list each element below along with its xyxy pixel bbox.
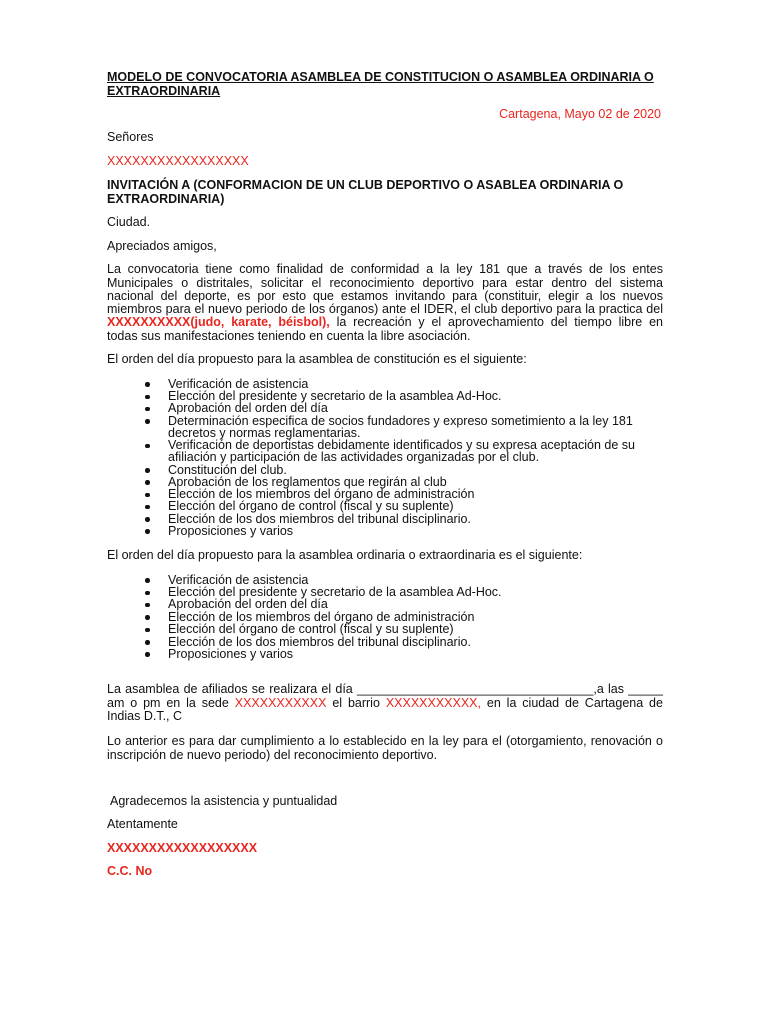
paragraph-line: Indias D.T., C [107,709,183,723]
signer-placeholder: XXXXXXXXXXXXXXXXXX [107,841,258,855]
agenda-item-text: Aprobación del orden del día [168,401,328,416]
neighborhood-placeholder: XXXXXXXXXXX, [385,695,481,710]
agenda-item [107,525,663,537]
paragraph-text: am o pm en la sede [107,695,229,710]
paragraph-text: en la ciudad de Cartagena de [486,695,663,710]
bullet-icon [145,468,150,473]
closing-line: Atentamente [107,817,178,831]
id-label: C.C. No [107,864,153,878]
agenda-item [107,439,663,464]
agenda-item-text: Verificación de deportistas debidamente identificados y su expresa aceptación de su afiliación y participación de las actividades organizadas por el club. [168,438,635,465]
paragraph-line: miembros para el nuevo periodo de los órganos) ante el IDER, el club deportivo para la practica del [107,302,663,317]
city-line: Ciudad. [107,215,151,229]
paragraph-line: todas sus manifestaciones teniendo en cuenta la libre asociación. [107,328,471,343]
paragraph-line: Municipales o distritales, solicitar el reconocimiento deportivo para estar dentro del sistema [107,275,663,290]
venue-placeholder: XXXXXXXXXXX [234,695,327,710]
bullet-icon [145,529,150,534]
paragraph-line [107,316,663,329]
agenda-item-text: Aprobación de los reglamentos que regirán al club [168,474,447,489]
document-title-line: EXTRAORDINARIA [107,84,221,98]
date-line: Cartagena, Mayo 02 de 2020 [499,107,661,121]
bullet-icon [145,628,150,633]
agenda-item [107,415,663,440]
bullet-icon [145,517,150,522]
invitation-heading-line: INVITACIÓN A (CONFORMACION DE UN CLUB DEPORTIVO O ASABLEA ORDINARIA O [107,178,624,192]
ordinary-agenda-list [107,574,663,660]
bullet-icon [145,382,150,387]
bullet-icon [145,640,150,645]
agenda-item-text: Elección del órgano de control (fiscal y su suplente) [168,499,454,514]
agenda-item-text: Elección de los dos miembros del tribunal disciplinario. [168,634,471,649]
agenda-item-text: Verificación de asistencia [168,572,309,587]
invitation-heading [107,178,663,206]
sports-placeholder: XXXXXXXXXX(judo, karate, béisbol), [107,315,330,330]
bullet-icon [145,505,150,510]
paragraph-line: Lo anterior es para dar cumplimiento a lo establecido en la ley para el (otorgamiento, renovación o [107,734,663,748]
bullet-icon [145,652,150,657]
agenda-item-text: Elección del órgano de control (fiscal y su suplente) [168,622,454,637]
agenda-item-text: Elección del presidente y secretario de la asamblea Ad-Hoc. [168,585,502,600]
bullet-icon [145,419,150,424]
compliance-paragraph [107,734,663,762]
agenda-item-text: Constitución del club. [168,462,287,477]
agenda-item-text: Verificación de asistencia [168,376,309,391]
agenda-item-text: Determinación especifica de socios fundadores y expreso sometimiento a la ley 181 decretos y normas reglamentarias. [168,413,633,440]
agenda-item [107,648,663,660]
agenda-item-text: Elección de los dos miembros del tribunal disciplinario. [168,511,471,526]
paragraph-line: La asamblea de afiliados se realizara el día __________________________________,a las _____ [107,682,663,696]
document-title [107,70,663,98]
bullet-icon [145,591,150,596]
agenda-item-text: Elección de los miembros del órgano de administración [168,487,475,502]
agenda-item-text: Elección de los miembros del órgano de administración [168,609,475,624]
thanks-line: Agradecemos la asistencia y puntualidad [110,794,338,808]
paragraph-line: La convocatoria tiene como finalidad de conformidad a la ley 181 que a través de los entes [107,262,663,277]
agenda-item-text: Aprobación del orden del día [168,597,328,612]
paragraph-text: la recreación y el aprovechamiento del tiempo libre en [336,315,663,330]
constitution-agenda-intro: El orden del día propuesto para la asamblea de constitución es el siguiente: [107,352,527,366]
meeting-paragraph [107,683,663,724]
bullet-icon [145,603,150,608]
paragraph-line: inscripción de nuevo periodo) del reconocimiento deportivo. [107,748,438,762]
bullet-icon [145,578,150,583]
ordinary-agenda-intro: El orden del día propuesto para la asamblea ordinaria o extraordinaria es el siguiente: [107,548,583,562]
bullet-icon [145,407,150,412]
agenda-item-text: Elección del presidente y secretario de la asamblea Ad-Hoc. [168,389,502,404]
invitation-heading-line: EXTRAORDINARIA) [107,192,225,206]
paragraph-line [107,697,663,711]
bullet-icon [145,480,150,485]
bullet-icon [145,444,150,449]
bullet-icon [145,395,150,400]
bullet-icon [145,615,150,620]
paragraph-line: nacional del deporte, es por esto que estamos invitando para (constituir, elegir a los nuevos [107,288,663,303]
bullet-icon [145,493,150,498]
agenda-item-text: Proposiciones y varios [168,646,294,661]
document-title-line: MODELO DE CONVOCATORIA ASAMBLEA DE CONSTITUCION O ASAMBLEA ORDINARIA O [107,70,654,84]
addressee-label: Señores [107,130,154,144]
constitution-agenda-list [107,378,663,537]
greeting-line: Apreciados amigos, [107,239,217,253]
agenda-item-text: Proposiciones y varios [168,523,294,538]
addressee-placeholder: XXXXXXXXXXXXXXXXX [107,154,249,168]
intro-paragraph [107,263,663,343]
paragraph-text: el barrio [332,695,380,710]
